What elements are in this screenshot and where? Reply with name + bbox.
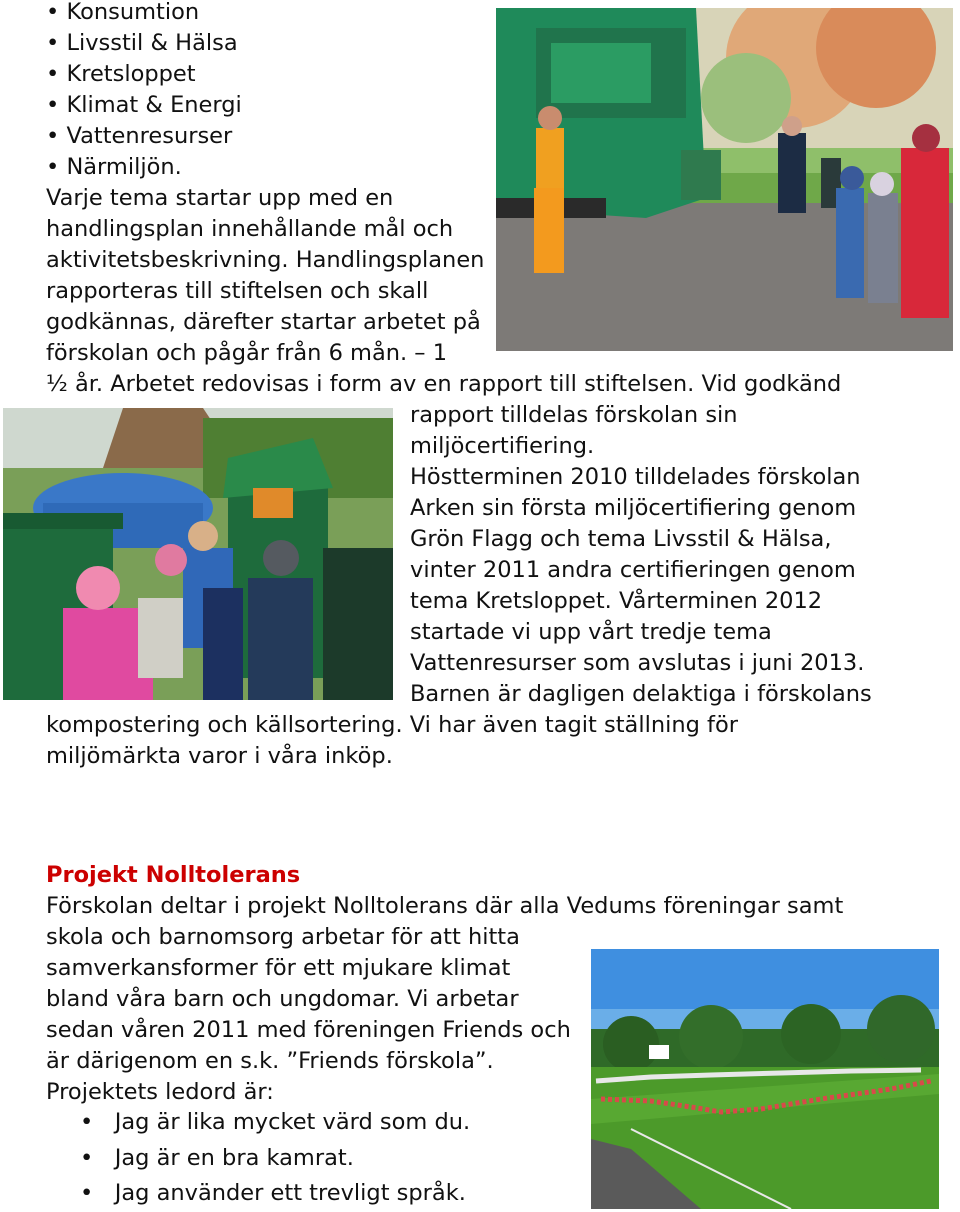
theme-item: • Konsumtion: [46, 0, 200, 25]
theme-item: • Livsstil & Hälsa: [46, 30, 238, 56]
intro-line: handlingsplan innehållande mål och: [46, 216, 454, 242]
project-line: är därigenom en s.k. ”Friends förskola”.: [46, 1048, 494, 1074]
project-line: skola och barnomsorg arbetar för att hitta: [46, 924, 520, 950]
intro-line: miljömärkta varor i våra inköp.: [46, 743, 393, 769]
motto-item: • Jag är lika mycket värd som du.: [80, 1109, 471, 1135]
intro-line: kompostering och källsortering. Vi har även tagit ställning för: [46, 712, 738, 738]
recycling-bins-photo: [3, 408, 393, 700]
intro-line: Höstterminen 2010 tilldelades förskolan: [410, 464, 861, 490]
intro-line: Varje tema startar upp med en: [46, 185, 394, 211]
intro-line: rapport tilldelas förskolan sin: [410, 402, 738, 428]
project-line: sedan våren 2011 med föreningen Friends och: [46, 1017, 571, 1043]
theme-item: • Närmiljön.: [46, 154, 182, 180]
intro-line: vinter 2011 andra certifieringen genom: [410, 557, 856, 583]
project-line: Projektets ledord är:: [46, 1079, 274, 1105]
intro-line: förskolan och pågår från 6 mån. – 1: [46, 340, 448, 366]
motto-item: • Jag använder ett trevligt språk.: [80, 1180, 466, 1206]
intro-line: godkännas, därefter startar arbetet på: [46, 309, 481, 335]
garbage-truck-photo: [496, 8, 953, 351]
intro-line: rapporteras till stiftelsen och skall: [46, 278, 429, 304]
intro-line: miljöcertifiering.: [410, 433, 595, 459]
football-field-photo: [591, 949, 939, 1209]
intro-line: tema Kretsloppet. Vårterminen 2012: [410, 588, 823, 614]
theme-item: • Kretsloppet: [46, 61, 196, 87]
project-line: samverkansformer för ett mjukare klimat: [46, 955, 511, 981]
project-heading: Projekt Nolltolerans: [46, 862, 301, 888]
intro-line: Vattenresurser som avslutas i juni 2013.: [410, 650, 865, 676]
project-line: Förskolan deltar i projekt Nolltolerans där alla Vedums föreningar samt: [46, 893, 844, 919]
theme-item: • Vattenresurser: [46, 123, 233, 149]
project-line: bland våra barn och ungdomar. Vi arbetar: [46, 986, 519, 1012]
intro-line: ½ år. Arbetet redovisas i form av en rapport till stiftelsen. Vid godkänd: [46, 371, 842, 397]
theme-item: • Klimat & Energi: [46, 92, 242, 118]
intro-line: Barnen är dagligen delaktiga i förskolans: [410, 681, 872, 707]
intro-line: startade vi upp vårt tredje tema: [410, 619, 772, 645]
intro-line: Arken sin första miljöcertifiering genom: [410, 495, 857, 521]
motto-item: • Jag är en bra kamrat.: [80, 1145, 354, 1171]
intro-line: Grön Flagg och tema Livsstil & Hälsa,: [410, 526, 832, 552]
intro-line: aktivitetsbeskrivning. Handlingsplanen: [46, 247, 485, 273]
